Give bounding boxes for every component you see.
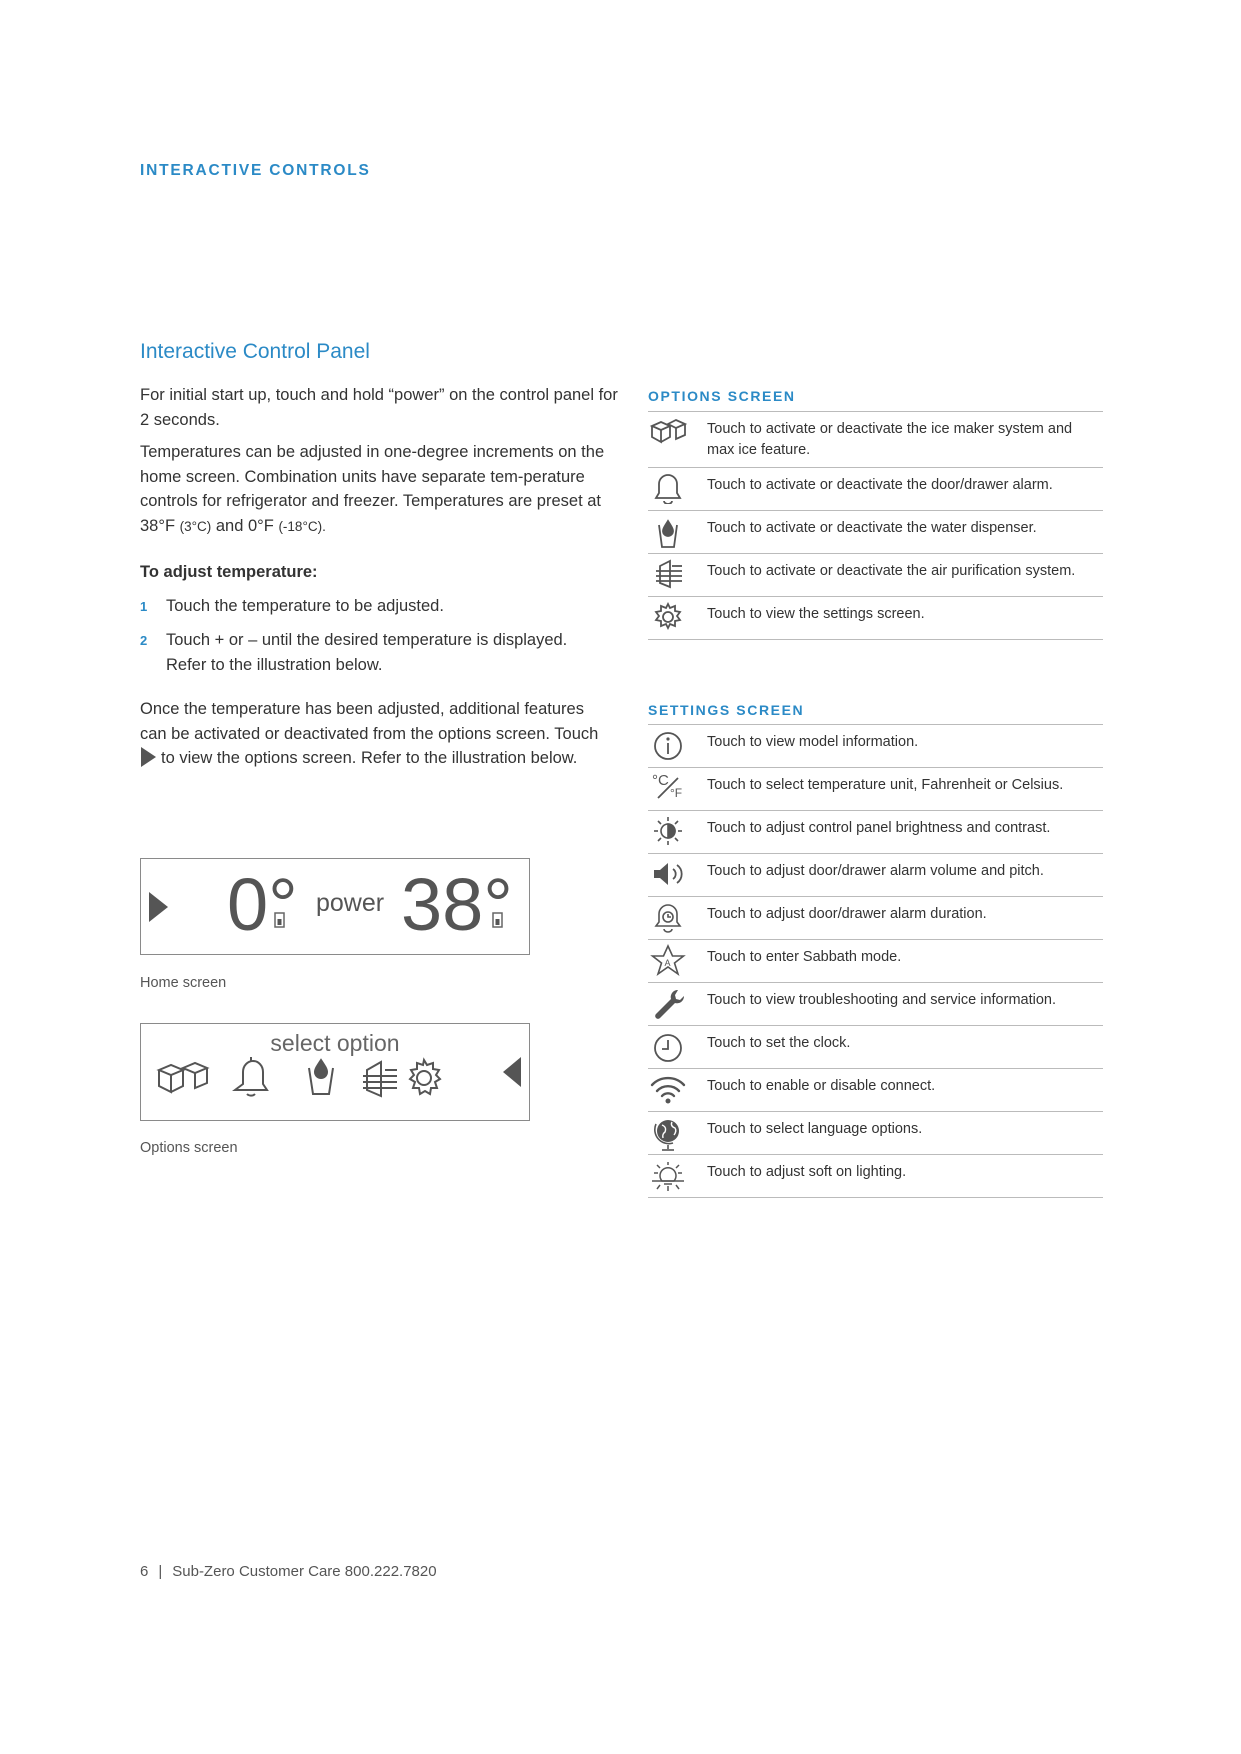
alarm-duration-icon [648, 901, 688, 935]
options-table [648, 411, 1103, 640]
home-screen-panel [140, 858, 530, 955]
options-arrow-icon[interactable] [149, 892, 168, 922]
refrigerator-temperature[interactable]: 38° [401, 863, 513, 946]
step-text: Touch the temperature to be adjusted. [166, 597, 444, 615]
section-header-label: INTERACTIVE CONTROLS [140, 162, 371, 179]
row-description: Touch to adjust control panel brightness and contrast. [707, 820, 1051, 836]
air-purification-icon [648, 558, 688, 592]
row-description: Touch to select temperature unit, Fahrenheit or Celsius. [707, 777, 1064, 793]
page-number: 6 [140, 1563, 149, 1580]
table-row [648, 468, 1103, 511]
row-description: Touch to activate or deactivate the water dispenser. [707, 520, 1037, 536]
settings-screen-label: SETTINGS SCREEN [648, 702, 805, 718]
brightness-icon [648, 815, 688, 849]
intro-celsius-2: (-18°C). [278, 518, 326, 534]
options-text-after: to view the options screen. Refer to the illustration below. [161, 749, 578, 767]
bell-icon [648, 472, 688, 506]
row-description: Touch to adjust soft on lighting. [707, 1164, 907, 1180]
options-paragraph [140, 697, 610, 771]
row-description: Touch to activate or deactivate the door/drawer alarm. [707, 477, 1053, 493]
options-screen-panel [140, 1023, 530, 1121]
row-description: Touch to enter Sabbath mode. [707, 949, 902, 965]
customer-care-text: Sub-Zero Customer Care 800.222.7820 [172, 1563, 437, 1580]
right-arrow-icon [141, 747, 156, 767]
row-description: Touch to enable or disable connect. [707, 1078, 936, 1094]
gear-icon [648, 601, 688, 635]
home-screen-caption: Home screen [140, 975, 227, 991]
settings-table [648, 724, 1103, 1198]
water-dispenser-icon[interactable] [309, 1060, 333, 1094]
intro-paragraph-1 [140, 383, 620, 432]
row-description: Touch to view troubleshooting and service information. [707, 992, 1056, 1008]
table-row [648, 1155, 1103, 1198]
step-2 [140, 628, 600, 680]
table-row [648, 554, 1103, 597]
intro-text-2b: and 0°F [215, 516, 274, 535]
table-row [648, 725, 1103, 768]
step-number: 1 [140, 599, 148, 614]
table-row [648, 811, 1103, 854]
globe-icon [648, 1116, 688, 1150]
adjust-temperature-heading: To adjust temperature: [140, 563, 318, 581]
row-description: Touch to activate or deactivate the ice maker system and max ice feature. [707, 421, 1073, 458]
soft-light-icon [648, 1159, 688, 1193]
table-row [648, 940, 1103, 983]
row-description: Touch to view model information. [707, 734, 919, 750]
options-screen-label: OPTIONS SCREEN [648, 388, 796, 404]
power-button[interactable]: power [316, 889, 385, 917]
options-text-before: Once the temperature has been adjusted, additional features can be activated or deactivated from the options screen. Touch [140, 700, 599, 743]
temperature-unit-icon: °C °F [652, 772, 683, 800]
row-description: Touch to adjust door/drawer alarm duration. [707, 906, 987, 922]
gear-icon[interactable] [410, 1060, 440, 1094]
table-row [648, 1112, 1103, 1155]
step-text: Touch + or – until the desired temperature is displayed. Refer to the illustration below. [166, 631, 568, 674]
table-row [648, 854, 1103, 897]
footer-separator: | [158, 1563, 163, 1580]
info-icon [648, 729, 688, 763]
intro-text-2: Temperatures can be adjusted in one-degree increments on the home screen. Combination units have separate tem-perature controls for refrigerator and freezer. Temperatures are preset at 38°F [140, 443, 605, 535]
row-description: Touch to activate or deactivate the air purification system. [707, 563, 1076, 579]
clock-icon [648, 1030, 688, 1064]
svg-text:A: A [664, 958, 671, 968]
row-description: Touch to set the clock. [707, 1035, 851, 1051]
table-row [648, 412, 1103, 468]
intro-paragraph-2 [140, 440, 620, 539]
row-description: Touch to adjust door/drawer alarm volume and pitch. [707, 863, 1044, 879]
back-arrow-icon[interactable] [503, 1057, 521, 1087]
row-description: Touch to select language options. [707, 1121, 923, 1137]
water-dispenser-icon [648, 515, 688, 549]
intro-text-1: For initial start up, touch and hold “power” on the control panel for 2 seconds. [140, 386, 618, 429]
select-option-title: select option [270, 1030, 400, 1056]
options-screen-caption: Options screen [140, 1140, 238, 1156]
table-row [648, 1026, 1103, 1069]
volume-icon [648, 858, 688, 892]
table-row [648, 597, 1103, 640]
table-row [648, 897, 1103, 940]
bell-icon[interactable] [235, 1057, 267, 1096]
ice-maker-icon[interactable] [159, 1063, 207, 1092]
table-row [648, 1069, 1103, 1112]
step-1 [140, 594, 620, 620]
freezer-temperature[interactable]: 0° [227, 863, 298, 946]
table-row [648, 983, 1103, 1026]
table-row [648, 768, 1103, 811]
wrench-icon [648, 987, 688, 1021]
step-number: 2 [140, 633, 148, 648]
page-footer [140, 1563, 437, 1580]
page-title: Interactive Control Panel [140, 340, 370, 363]
ice-maker-icon [648, 416, 688, 450]
row-description: Touch to view the settings screen. [707, 606, 925, 622]
wifi-icon [648, 1073, 688, 1107]
air-purification-icon[interactable] [363, 1062, 397, 1096]
sabbath-star-icon [648, 944, 688, 978]
intro-celsius-1: (3°C) [179, 518, 212, 534]
table-row [648, 511, 1103, 554]
